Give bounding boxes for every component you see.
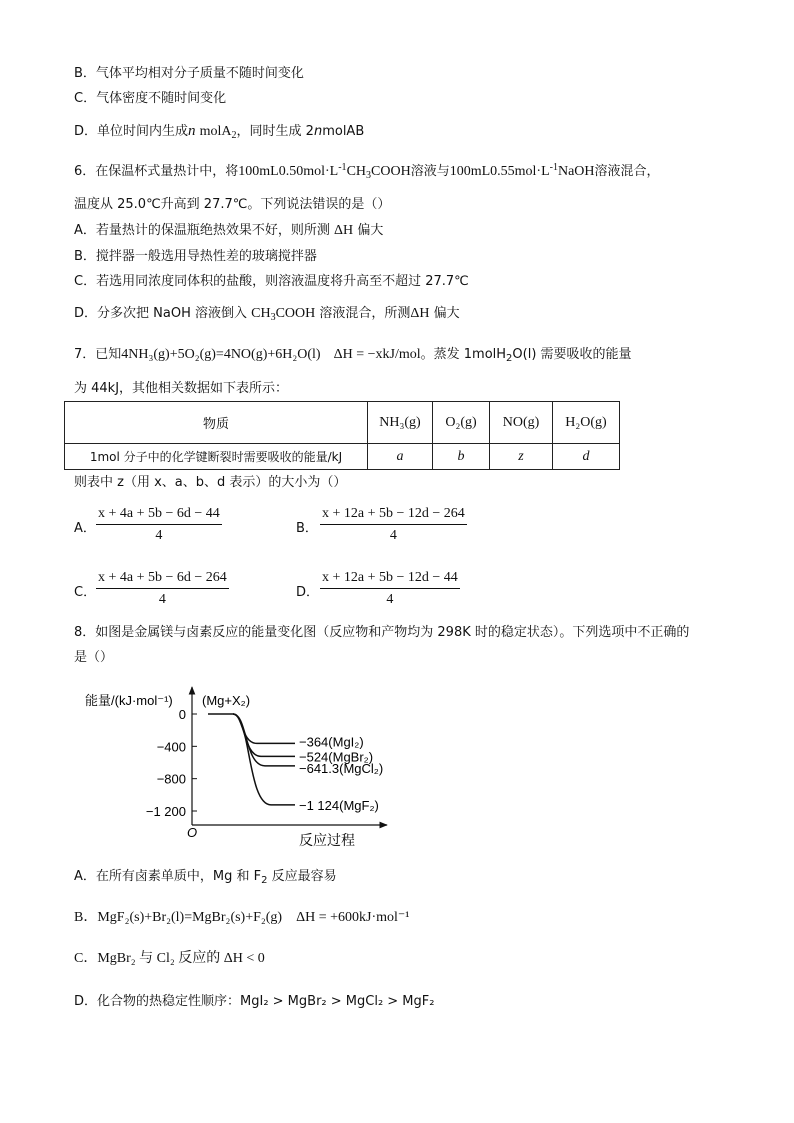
product-label: −1 124(MgF₂)	[299, 797, 379, 813]
q7-option-b-fraction	[320, 506, 467, 544]
q7-option-c-numerator: x + 4a + 5b − 6d − 264	[96, 570, 229, 589]
table-cell-h2o: d	[553, 444, 620, 470]
table-header-no: NO(g)	[490, 402, 553, 444]
energy-curve-mgf2	[233, 714, 295, 805]
q6-option-d: D．分多次把 NaOH 溶液倒入 $CH_3COOH$ 溶液混合，所测ΔH 偏大	[74, 306, 460, 323]
q5-option-d: D．单位时间内生成n molA$_2$，同时生成 2nmolAB	[74, 123, 365, 141]
table-header-nh3: NH₃(g)	[368, 402, 433, 444]
energy-curve-mgcl2	[233, 714, 295, 766]
table-header-h2o: H₂O(g)	[553, 402, 620, 444]
q7-option-d-label: D．	[296, 585, 320, 600]
q7-option-c-denominator: 4	[158, 592, 166, 607]
q8-option-c: C．MgBr₂ 与 Cl₂ 反应的 ΔH < 0	[74, 951, 265, 966]
q7-option-b-label: B．	[296, 521, 318, 536]
q6-option-a: A．若量热计的保温瓶绝热效果不好，则所测 ΔH 偏大	[74, 223, 384, 238]
table-cell-no: z	[490, 444, 553, 470]
q6-option-c: C．若选用同浓度同体积的盐酸，则溶液温度将升高至不超过 27.7℃	[74, 274, 469, 289]
y-axis-label: 能量/(kJ·mol⁻¹)	[85, 693, 173, 708]
energy-diagram	[75, 683, 405, 853]
q8-stem-line2: 是（）	[74, 650, 114, 665]
q5-option-c: C．气体密度不随时间变化	[74, 91, 227, 106]
y-tick-label: −800	[156, 771, 186, 787]
q6-stem-line1: 6．在保温杯式量热计中，将$100mL0.50mol\cdot L^{-1}CH_3COOH$溶液与$100mL0.55mol\cdot L^{-1}NaOH$溶液混合，	[74, 162, 660, 181]
table-cell-nh3: a	[368, 444, 433, 470]
q7-option-c-label: C．	[74, 585, 97, 600]
bond-energy-table	[64, 401, 620, 470]
q8-option-a: A．在所有卤素单质中，Mg 和 $F_2$ 反应最容易	[74, 869, 337, 886]
q7-option-a-fraction	[96, 506, 222, 544]
q8-stem-line1: 8．如图是金属镁与卤素反应的能量变化图（反应物和产物均为 298K 时的稳定状态）。下列选项中不正确的	[74, 625, 690, 640]
product-label: −364(MgI₂)	[299, 734, 364, 750]
y-tick-label: −400	[156, 739, 186, 755]
table-header-o2: O₂(g)	[433, 402, 490, 444]
q7-stem-line1: 7．已知4NH₃(g)+5O₂(g)=4NO(g)+6H₂O(l) ΔH = −xkJ/mol。蒸发 1molH$_2$O(l) 需要吸收的能量	[74, 347, 632, 364]
table-cell-o2: b	[433, 444, 490, 470]
q7-option-d-denominator: 4	[386, 592, 394, 607]
q7-option-a-label: A．	[74, 521, 96, 536]
q6-stem-line2: 温度从 25.0℃升高到 27.7℃。下列说法错误的是（）	[74, 197, 391, 212]
q7-option-a-numerator: x + 4a + 5b − 6d − 44	[96, 506, 222, 525]
q7-option-c-fraction	[96, 570, 229, 608]
product-label: −524(MgBr₂)	[299, 749, 374, 765]
q6-option-b: B．搅拌器一般选用导热性差的玻璃搅拌器	[74, 249, 317, 264]
q5-option-b: B．气体平均相对分子质量不随时间变化	[74, 66, 304, 81]
table-row-label: 1mol 分子中的化学键断裂时需要吸收的能量/kJ	[65, 444, 368, 470]
start-label: (Mg+X₂)	[202, 693, 251, 708]
y-tick-label: 0	[178, 707, 186, 722]
q7-option-d-fraction	[320, 570, 460, 608]
q7-option-d-numerator: x + 12a + 5b − 12d − 44	[320, 570, 460, 589]
q7-stem-line2: 为 44kJ，其他相关数据如下表所示：	[74, 381, 289, 396]
energy-curve-mgbr2	[233, 714, 295, 756]
y-tick-label: −1 200	[145, 804, 186, 819]
table-header-substance: 物质	[65, 402, 368, 444]
q7-option-b-denominator: 4	[389, 528, 397, 543]
q7-question: 则表中 z（用 x、a、b、d 表示）的大小为（）	[74, 475, 347, 490]
product-label: −641.3(MgCl₂)	[299, 760, 384, 776]
q7-option-b-numerator: x + 12a + 5b − 12d − 264	[320, 506, 467, 525]
x-axis-label: 反应过程	[299, 832, 355, 848]
q8-option-d: D．化合物的热稳定性顺序：MgI₂ > MgBr₂ > MgCl₂ > MgF₂	[74, 994, 435, 1009]
q7-option-a-denominator: 4	[155, 528, 163, 543]
q8-option-b: B．MgF₂(s)+Br₂(l)=MgBr₂(s)+F₂(g) ΔH = +600kJ·mol⁻¹	[74, 910, 410, 925]
origin-label: O	[187, 825, 198, 840]
